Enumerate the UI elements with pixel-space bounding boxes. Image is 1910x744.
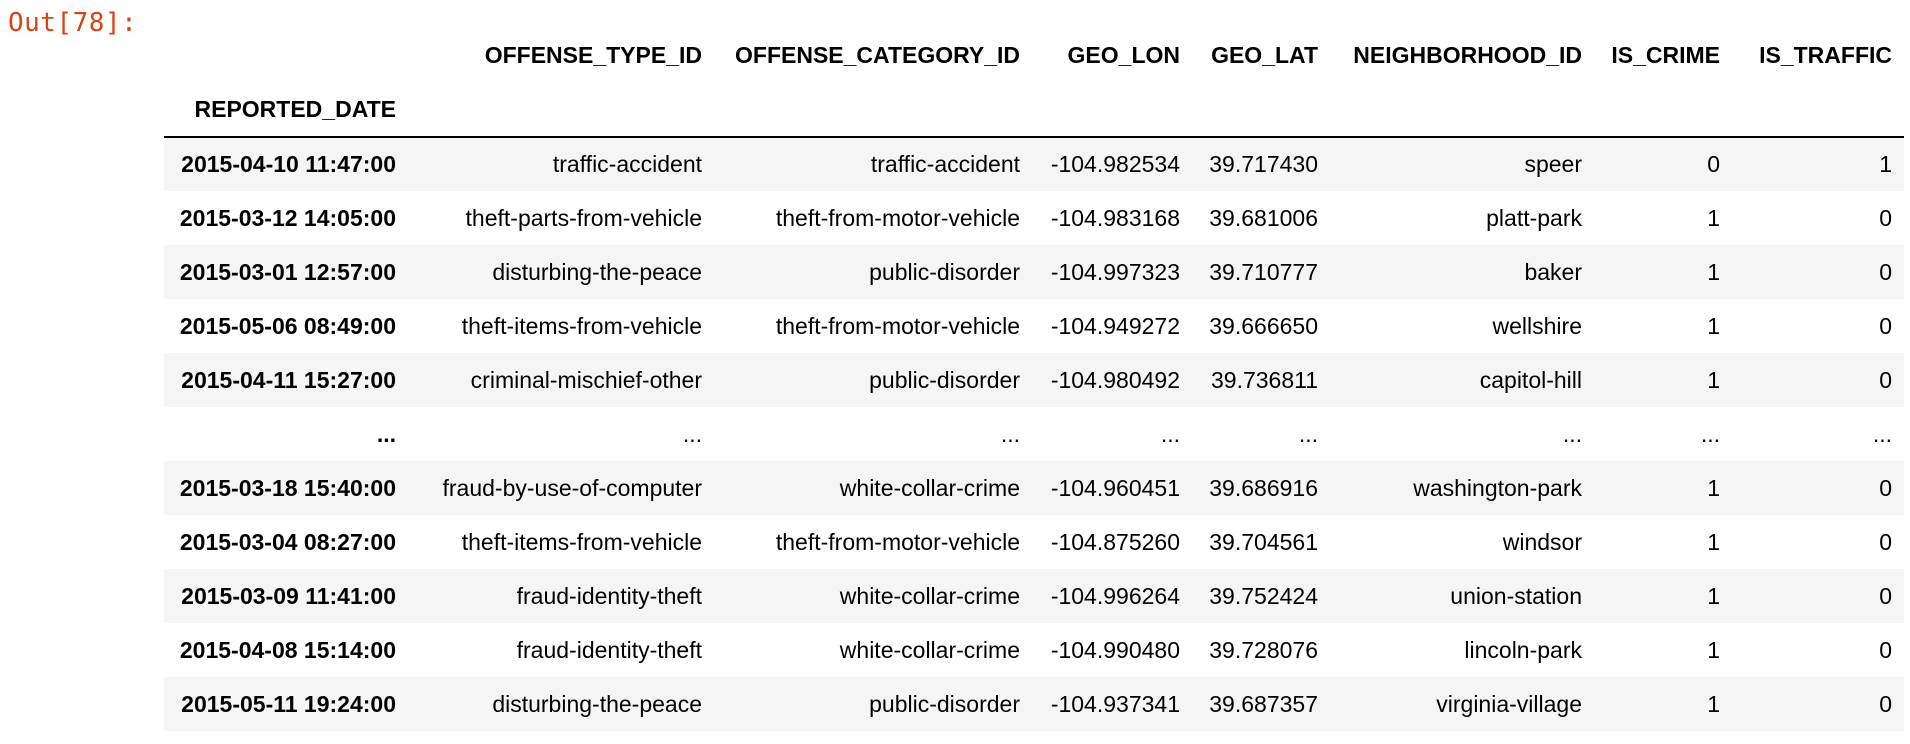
cell-offense-category: traffic-accident bbox=[870, 151, 1020, 177]
cell-geo-lon: -104.997323 bbox=[1050, 258, 1180, 285]
cell-is-traffic: 0 bbox=[1879, 636, 1892, 663]
cell-offense-category: theft-from-motor-vehicle bbox=[775, 528, 1020, 555]
cell-offense-category: public-disorder bbox=[869, 258, 1020, 285]
index-name: REPORTED_DATE bbox=[194, 95, 396, 122]
cell-geo-lat: 39.728076 bbox=[1209, 636, 1318, 663]
cell-is-traffic: ... bbox=[1872, 420, 1892, 447]
cell-offense-type: theft-parts-from-vehicle bbox=[465, 204, 702, 231]
cell-neighborhood: wellshire bbox=[1492, 312, 1582, 339]
cell-neighborhood: capitol-hill bbox=[1479, 366, 1582, 393]
cell-is-crime: 1 bbox=[1707, 366, 1720, 393]
cell-is-crime: 1 bbox=[1707, 312, 1720, 339]
row-index-cell: 2015-05-11 19:24:00 bbox=[181, 690, 396, 717]
cell-is-traffic: 0 bbox=[1879, 690, 1892, 717]
table-row bbox=[164, 137, 1904, 191]
table-row bbox=[164, 407, 1904, 461]
row-index-cell: 2015-03-04 08:27:00 bbox=[179, 528, 396, 555]
cell-offense-category: public-disorder bbox=[869, 690, 1020, 717]
cell-offense-type: disturbing-the-peace bbox=[492, 258, 702, 285]
cell-geo-lat: 39.752424 bbox=[1209, 582, 1318, 609]
table-row bbox=[164, 353, 1904, 407]
row-index-cell: 2015-03-18 15:40:00 bbox=[179, 474, 396, 501]
cell-offense-category: white-collar-crime bbox=[839, 636, 1020, 663]
cell-offense-category: public-disorder bbox=[869, 366, 1020, 393]
cell-geo-lon: -104.960451 bbox=[1050, 474, 1180, 501]
cell-offense-category: white-collar-crime bbox=[839, 582, 1020, 609]
column-header: OFFENSE_TYPE_ID bbox=[484, 41, 702, 68]
table-row bbox=[164, 569, 1904, 623]
cell-is-crime: 1 bbox=[1707, 690, 1720, 717]
cell-is-crime: 1 bbox=[1707, 258, 1720, 285]
cell-geo-lon: -104.990480 bbox=[1050, 636, 1180, 663]
cell-is-traffic: 0 bbox=[1879, 528, 1892, 555]
cell-offense-type: traffic-accident bbox=[552, 151, 702, 177]
cell-neighborhood: windsor bbox=[1502, 528, 1582, 555]
column-header: OFFENSE_CATEGORY_ID bbox=[735, 41, 1020, 68]
cell-geo-lon: -104.949272 bbox=[1050, 312, 1180, 339]
cell-geo-lon: -104.982534 bbox=[1050, 151, 1180, 177]
cell-is-crime: 1 bbox=[1707, 474, 1720, 501]
row-index-cell: 2015-04-10 11:47:00 bbox=[181, 151, 396, 177]
cell-offense-type: criminal-mischief-other bbox=[470, 366, 702, 393]
cell-neighborhood: lincoln-park bbox=[1464, 636, 1582, 663]
column-header: GEO_LAT bbox=[1211, 41, 1318, 68]
cell-is-traffic: 0 bbox=[1879, 474, 1892, 501]
row-index-cell: 2015-03-01 12:57:00 bbox=[179, 258, 396, 285]
column-header: NEIGHBORHOOD_ID bbox=[1353, 41, 1582, 68]
table-row bbox=[164, 677, 1904, 731]
cell-is-traffic: 0 bbox=[1879, 204, 1892, 231]
cell-geo-lon: -104.980492 bbox=[1050, 366, 1180, 393]
cell-is-crime: 1 bbox=[1707, 204, 1720, 231]
table-header bbox=[164, 28, 1904, 137]
cell-offense-category: white-collar-crime bbox=[839, 474, 1020, 501]
cell-geo-lat: 39.717430 bbox=[1209, 151, 1318, 177]
dataframe-output bbox=[164, 28, 1904, 731]
cell-is-traffic: 1 bbox=[1879, 151, 1892, 177]
row-index-cell: 2015-04-11 15:27:00 bbox=[181, 366, 396, 393]
column-header: IS_CRIME bbox=[1611, 41, 1720, 68]
cell-is-crime: 1 bbox=[1707, 636, 1720, 663]
cell-is-traffic: 0 bbox=[1879, 582, 1892, 609]
cell-offense-type: fraud-identity-theft bbox=[516, 636, 702, 663]
cell-is-traffic: 0 bbox=[1879, 366, 1892, 393]
cell-geo-lat: 39.704561 bbox=[1209, 528, 1318, 555]
cell-geo-lon: -104.875260 bbox=[1050, 528, 1180, 555]
cell-offense-category: theft-from-motor-vehicle bbox=[775, 312, 1020, 339]
cell-is-crime: 1 bbox=[1707, 528, 1720, 555]
row-index-cell: 2015-05-06 08:49:00 bbox=[179, 312, 396, 339]
cell-geo-lat: 39.666650 bbox=[1209, 312, 1318, 339]
index-corner bbox=[164, 28, 408, 82]
cell-geo-lon: -104.937341 bbox=[1050, 690, 1180, 717]
cell-neighborhood: baker bbox=[1524, 258, 1582, 285]
table-row bbox=[164, 623, 1904, 677]
cell-neighborhood: washington-park bbox=[1413, 474, 1582, 501]
cell-neighborhood: platt-park bbox=[1486, 204, 1582, 231]
column-header: GEO_LON bbox=[1067, 41, 1180, 68]
cell-geo-lat: 39.710777 bbox=[1209, 258, 1318, 285]
cell-geo-lat: 39.681006 bbox=[1209, 204, 1318, 231]
cell-geo-lon: ... bbox=[1160, 420, 1180, 447]
cell-geo-lon: -104.983168 bbox=[1050, 204, 1180, 231]
cell-neighborhood: speer bbox=[1524, 151, 1582, 177]
output-prompt: Out[78]: bbox=[8, 8, 138, 38]
row-index-cell: 2015-04-08 15:14:00 bbox=[179, 636, 396, 663]
cell-geo-lat: 39.687357 bbox=[1209, 690, 1318, 717]
table-row bbox=[164, 515, 1904, 569]
cell-neighborhood: virginia-village bbox=[1436, 690, 1582, 717]
cell-neighborhood: union-station bbox=[1450, 582, 1582, 609]
table-row bbox=[164, 299, 1904, 353]
table-body bbox=[164, 137, 1904, 731]
cell-geo-lat: 39.686916 bbox=[1209, 474, 1318, 501]
dataframe-table bbox=[164, 28, 1904, 731]
cell-is-crime: 0 bbox=[1707, 151, 1720, 177]
table-row bbox=[164, 461, 1904, 515]
cell-offense-type: theft-items-from-vehicle bbox=[461, 528, 702, 555]
cell-offense-type: disturbing-the-peace bbox=[492, 690, 702, 717]
cell-neighborhood: ... bbox=[1562, 420, 1582, 447]
cell-geo-lon: -104.996264 bbox=[1050, 582, 1180, 609]
cell-geo-lat: ... bbox=[1298, 420, 1318, 447]
row-index-cell: ... bbox=[376, 420, 396, 447]
cell-is-crime: 1 bbox=[1707, 582, 1720, 609]
row-index-cell: 2015-03-09 11:41:00 bbox=[181, 582, 396, 609]
cell-offense-type: ... bbox=[682, 420, 702, 447]
cell-is-traffic: 0 bbox=[1879, 312, 1892, 339]
table-row bbox=[164, 245, 1904, 299]
cell-offense-type: theft-items-from-vehicle bbox=[461, 312, 702, 339]
cell-offense-type: fraud-identity-theft bbox=[516, 582, 702, 609]
row-index-cell: 2015-03-12 14:05:00 bbox=[179, 204, 396, 231]
cell-is-crime: ... bbox=[1700, 420, 1720, 447]
cell-offense-type: fraud-by-use-of-computer bbox=[442, 474, 702, 501]
cell-geo-lat: 39.736811 bbox=[1210, 366, 1318, 393]
column-header-row bbox=[164, 28, 1904, 82]
cell-is-traffic: 0 bbox=[1879, 258, 1892, 285]
table-row bbox=[164, 191, 1904, 245]
index-name-row bbox=[164, 82, 1904, 137]
cell-offense-category: theft-from-motor-vehicle bbox=[775, 204, 1020, 231]
cell-offense-category: ... bbox=[1000, 420, 1020, 447]
column-header: IS_TRAFFIC bbox=[1759, 41, 1892, 68]
